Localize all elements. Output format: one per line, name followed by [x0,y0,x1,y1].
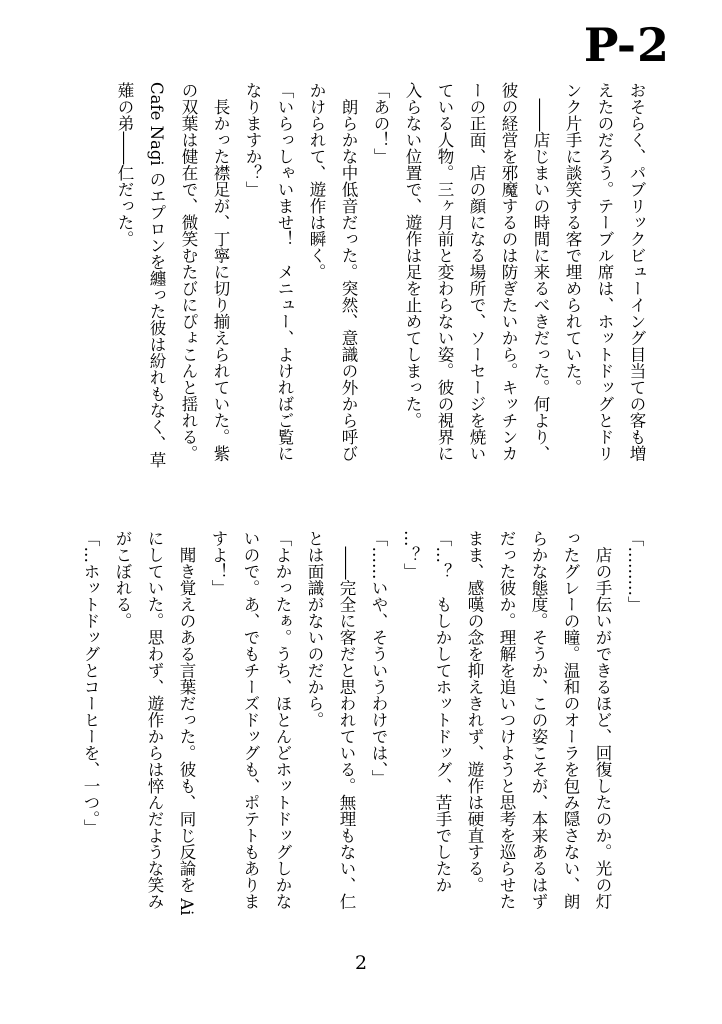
text-line: ている人物。三ヶ月前と変わらない姿。彼の視界に [435,82,454,462]
text-line: 「…ホットドッグとコーヒーを、一つ。」 [81,530,100,836]
text-line: 「…？ もしかしてホットドッグ、苦手でしたか [433,530,452,893]
text-line: だった彼か。理解を追いつけようと思考を巡らせた [497,530,516,910]
text-line: の双葉は健在で、微笑むたびにぴょこんと揺れる。 [179,82,198,462]
text-line: 薙の弟――仁だった。 [115,82,134,247]
text-line: …？」 [401,530,420,580]
text-block-bottom [74,530,650,940]
text-line: いので。あ、でもチーズドッグも、ポテトもありま [241,530,260,910]
text-line: 朗らかな中低音だった。突然、意識の外から呼び [339,82,358,462]
text-line: えたのだろう。テーブル席は、ホットドッグとドリ [595,82,614,462]
text-line: 長かった襟足が、丁寧に切り揃えられていた。紫 [211,82,230,462]
text-line: 「………」 [625,530,644,613]
text-line: Cafe Nagi のエプロンを纏った彼は紛れもなく、草 [147,82,166,468]
text-line: にしていた。思わず、遊作からは悴んだような笑み [145,530,164,910]
text-line: ったグレーの瞳。温和のオーラを包み隠さない、朗 [561,530,580,910]
text-line: がこぼれる。 [113,530,132,629]
text-line: 「いらっしゃいませ！ メニュー、よければご覧に [275,82,294,462]
text-line: おそらく、パブリックビューイング目当ての客も増 [627,82,646,462]
text-line: 「よかったぁ。うち、ほとんどホットドッグしかな [273,530,292,910]
text-line: 入らない位置で、遊作は足を止めてしまった。 [403,82,422,429]
text-line: 聞き覚えのある言葉だった。彼も、同じ反論を Ai [177,530,196,916]
text-line: ――店じまいの時間に来るべきだった。何より、 [531,82,550,462]
text-line: すよ！」 [209,530,228,596]
text-line: とは面識がないのだから。 [305,530,324,728]
text-line: ――完全に客だと思われている。無理もない、仁 [337,530,356,910]
page-title: P-2 [583,18,670,72]
text-line: 店の手伝いができるほど、回復したのか。光の灯 [593,530,612,910]
text-line: 彼の経営を邪魔するのは防ぎたいから。キッチンカ [499,82,518,462]
text-line: ンク片手に談笑する客で埋められていた。 [563,82,582,396]
text-line: ーの正面、店の顔になる場所で、ソーセージを焼い [467,82,486,462]
text-line: 「……いや、そういうわけでは、」 [369,530,388,786]
text-line: 「あの！」 [371,82,390,165]
text-line: なりますか？」 [243,82,262,198]
text-block-top [108,82,652,502]
text-line: かけられて、遊作は瞬く。 [307,82,326,280]
text-line: まま、感嘆の念を抑えきれず、遊作は硬直する。 [465,530,484,893]
page-number: 2 [354,952,368,974]
text-line: らかな態度。そうか、この姿こそが、本来あるはず [529,530,548,910]
